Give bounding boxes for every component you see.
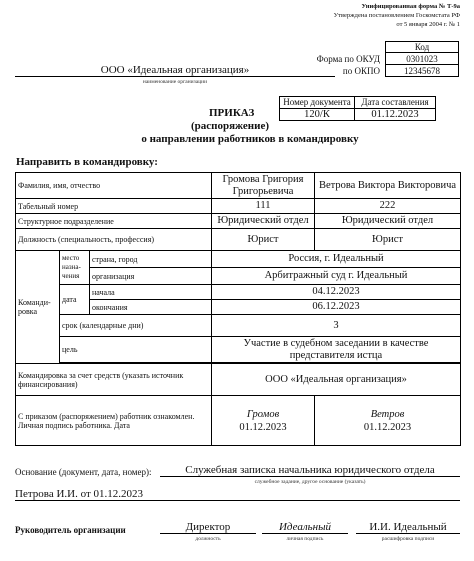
order-subtitle: (распоряжение) xyxy=(190,120,269,132)
okud-value: 0301023 xyxy=(385,52,459,65)
trip-table xyxy=(15,172,461,446)
funding-value: ООО «Идеальная организация» xyxy=(212,364,461,396)
basis-label: Основание (документ, дата, номер): xyxy=(15,467,152,477)
fio-employee-2: Ветрова Виктора Викторовича xyxy=(315,173,461,199)
fio-employee-1: Громова Григория Григорьевича xyxy=(212,173,315,199)
code-header: Код xyxy=(385,41,459,53)
section-title: Направить в командировку: xyxy=(16,156,158,168)
country-label: страна, город xyxy=(90,251,212,268)
dept-employee-2: Юридический отдел xyxy=(315,214,461,229)
signature-1: Громов xyxy=(246,408,280,420)
end-date: 06.12.2023 xyxy=(212,300,461,315)
basis-value: Служебная записка начальника юридического отдела xyxy=(160,464,460,477)
signature-2: Ветров xyxy=(370,408,405,420)
goal-label: цель xyxy=(60,337,212,363)
head-name: И.И. Идеальный xyxy=(356,521,460,534)
doc-number: 120/К xyxy=(280,109,355,121)
start-label: начала xyxy=(90,285,212,300)
organization-value: Арбитражный суд г. Идеальный xyxy=(212,268,461,285)
doc-number-table xyxy=(279,96,436,121)
term-label: срок (календарные дни) xyxy=(60,315,212,337)
doc-date-label: Дата составления xyxy=(355,97,436,109)
dept-employee-1: Юридический отдел xyxy=(212,214,315,229)
organization-caption: наименование организации xyxy=(142,79,208,85)
trip-label: Команди-ровка xyxy=(16,251,60,364)
fio-label: Фамилия, имя, отчество xyxy=(16,173,212,199)
okpo-label: по ОКПО xyxy=(342,66,380,76)
dept-label: Структурное подразделение xyxy=(16,214,212,229)
term-value: 3 xyxy=(212,315,461,337)
head-position-caption: должность xyxy=(195,536,221,542)
doc-date: 01.12.2023 xyxy=(355,109,436,121)
start-date: 04.12.2023 xyxy=(212,285,461,300)
tab-label: Табельный номер xyxy=(16,199,212,214)
signature-employee-1 xyxy=(212,396,315,446)
signature-date-1: 01.12.2023 xyxy=(239,421,287,433)
head-name-caption: расшифровка подписи xyxy=(381,536,435,542)
order-title: ПРИКАЗ xyxy=(209,107,255,119)
tab-employee-2: 222 xyxy=(315,199,461,214)
okud-label: Форма по ОКУД xyxy=(316,54,380,64)
doc-number-label: Номер документа xyxy=(280,97,355,109)
position-label: Должность (специальность, профессия) xyxy=(16,229,212,251)
position-employee-2: Юрист xyxy=(315,229,461,251)
place-label: место назна-чения xyxy=(60,251,90,285)
funding-label: Командировка за счет средств (указать источник финансирования) xyxy=(16,364,212,396)
position-employee-1: Юрист xyxy=(212,229,315,251)
head-signature: Идеальный xyxy=(262,521,348,534)
head-position: Директор xyxy=(160,521,256,534)
form-title: Унифицированная форма № Т-9а xyxy=(361,3,460,10)
approval-line-2: от 5 января 2004 г. № 1 xyxy=(396,21,460,28)
order-subject: о направлении работников в командировку xyxy=(141,133,359,145)
goal-value: Участие в судебном заседании в качестве представителя истца xyxy=(212,337,461,363)
basis-caption: служебное задание, другое основание (указать) xyxy=(254,479,366,485)
head-signature-caption: личная подпись xyxy=(286,536,324,542)
organization-label: организация xyxy=(90,268,212,285)
tab-employee-1: 111 xyxy=(212,199,315,214)
basis-value-2: Петрова И.И. от 01.12.2023 xyxy=(15,488,460,501)
acknowledgement-label: С приказом (распоряжением) работник ознакомлен. Личная подпись работника. Дата xyxy=(16,396,212,446)
signature-date-2: 01.12.2023 xyxy=(363,421,412,433)
approval-line-1: Утверждена постановлением Госкомстата РФ xyxy=(333,12,460,19)
organization-name: ООО «Идеальная организация» xyxy=(15,64,335,77)
date-label: дата xyxy=(60,285,90,315)
country-value: Россия, г. Идеальный xyxy=(212,251,461,268)
okpo-value: 12345678 xyxy=(385,64,459,77)
head-label: Руководитель организации xyxy=(15,525,126,535)
end-label: окончания xyxy=(90,300,212,315)
signature-employee-2 xyxy=(315,396,461,446)
